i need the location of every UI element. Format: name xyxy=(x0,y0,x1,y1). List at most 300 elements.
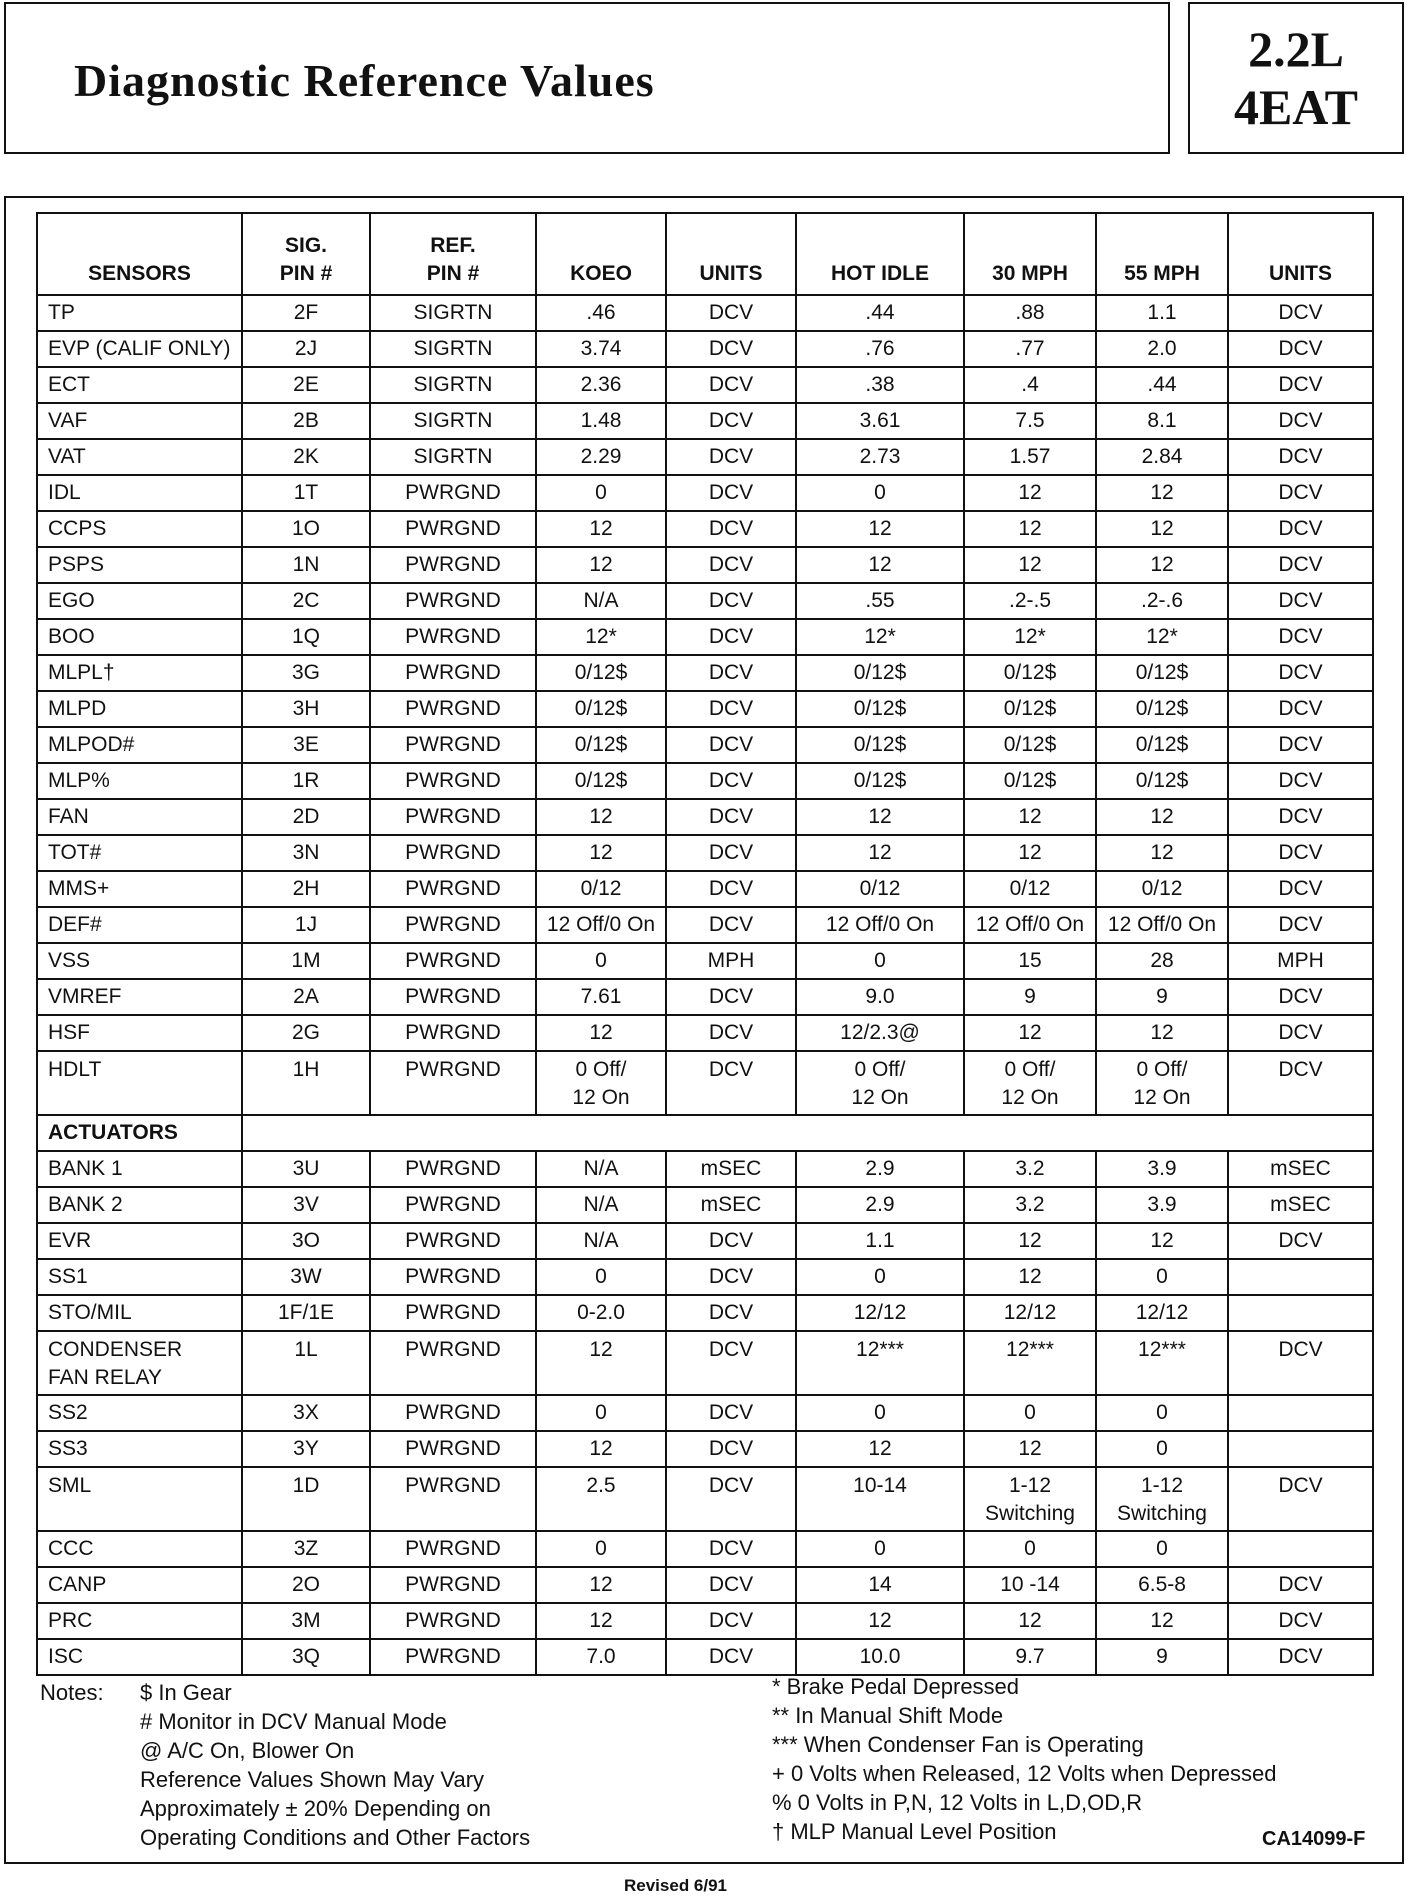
value-cell: 0/12 xyxy=(1096,871,1228,907)
value-cell: 12*** xyxy=(1096,1331,1228,1395)
value-cell: 1-12 Switching xyxy=(1096,1467,1228,1531)
value-cell: 0 xyxy=(796,1259,964,1295)
value-cell: 12 xyxy=(964,1431,1096,1467)
value-cell: 2K xyxy=(242,439,370,475)
value-cell: 2F xyxy=(242,295,370,331)
value-cell: 1R xyxy=(242,763,370,799)
value-cell: 9.0 xyxy=(796,979,964,1015)
sensor-row xyxy=(37,907,1373,943)
value-cell: DCV xyxy=(1228,1603,1373,1639)
value-cell: PWRGND xyxy=(370,979,536,1015)
component-name-cell: BANK 1 xyxy=(37,1151,242,1187)
value-cell: 12 xyxy=(1096,475,1228,511)
value-cell: 2A xyxy=(242,979,370,1015)
value-cell: 3V xyxy=(242,1187,370,1223)
value-cell: 0 xyxy=(796,1531,964,1567)
value-cell: PWRGND xyxy=(370,583,536,619)
value-cell: 1F/1E xyxy=(242,1295,370,1331)
sensor-row xyxy=(37,979,1373,1015)
value-cell: 12 xyxy=(536,511,666,547)
actuator-row xyxy=(37,1431,1373,1467)
component-name-cell: HDLT xyxy=(37,1051,242,1115)
value-cell: 3E xyxy=(242,727,370,763)
component-name-cell: VAT xyxy=(37,439,242,475)
value-cell: DCV xyxy=(1228,1331,1373,1395)
value-cell: SIGRTN xyxy=(370,439,536,475)
value-cell: 14 xyxy=(796,1567,964,1603)
value-cell: 0 xyxy=(796,475,964,511)
value-cell: 1N xyxy=(242,547,370,583)
component-name-cell: VMREF xyxy=(37,979,242,1015)
value-cell: MPH xyxy=(666,943,796,979)
value-cell: 12 xyxy=(1096,835,1228,871)
value-cell xyxy=(1228,1259,1373,1295)
value-cell: .77 xyxy=(964,331,1096,367)
value-cell: 0/12 xyxy=(536,871,666,907)
value-cell: 3X xyxy=(242,1395,370,1431)
value-cell: MPH xyxy=(1228,943,1373,979)
value-cell: DCV xyxy=(666,1567,796,1603)
value-cell: 0/12 xyxy=(796,871,964,907)
value-cell: 9 xyxy=(1096,979,1228,1015)
component-name-cell: DEF# xyxy=(37,907,242,943)
value-cell: DCV xyxy=(666,619,796,655)
value-cell: 3.9 xyxy=(1096,1151,1228,1187)
value-cell: 12 xyxy=(536,1015,666,1051)
value-cell: 0/12$ xyxy=(796,727,964,763)
value-cell: PWRGND xyxy=(370,1531,536,1567)
value-cell: 3.61 xyxy=(796,403,964,439)
value-cell: .2-.5 xyxy=(964,583,1096,619)
value-cell: SIGRTN xyxy=(370,331,536,367)
value-cell: PWRGND xyxy=(370,1467,536,1531)
value-cell: 0 xyxy=(536,1531,666,1567)
value-cell: .55 xyxy=(796,583,964,619)
value-cell: 2.9 xyxy=(796,1187,964,1223)
reference-table xyxy=(36,212,1374,1676)
value-cell: 0 xyxy=(1096,1431,1228,1467)
value-cell: 12 xyxy=(964,1223,1096,1259)
value-cell: 2J xyxy=(242,331,370,367)
value-cell: 0/12$ xyxy=(964,727,1096,763)
sensor-row xyxy=(37,1015,1373,1051)
value-cell: 0/12 xyxy=(964,871,1096,907)
value-cell: 2.29 xyxy=(536,439,666,475)
value-cell: DCV xyxy=(1228,295,1373,331)
value-cell: mSEC xyxy=(666,1187,796,1223)
value-cell: 12 xyxy=(964,1259,1096,1295)
component-name-cell: CCC xyxy=(37,1531,242,1567)
value-cell: DCV xyxy=(666,799,796,835)
notes-label: Notes: xyxy=(40,1680,104,1705)
component-name-cell: MLPOD# xyxy=(37,727,242,763)
value-cell: PWRGND xyxy=(370,799,536,835)
component-name-cell: SS2 xyxy=(37,1395,242,1431)
value-cell: 12 Off/0 On xyxy=(796,907,964,943)
value-cell: PWRGND xyxy=(370,619,536,655)
column-header: 30 MPH xyxy=(964,213,1096,295)
value-cell: DCV xyxy=(666,835,796,871)
value-cell: DCV xyxy=(666,1395,796,1431)
footnote-line: *** When Condenser Fan is Operating xyxy=(772,1732,1144,1757)
value-cell: 12*** xyxy=(796,1331,964,1395)
value-cell: 0/12$ xyxy=(796,655,964,691)
value-cell: 2.9 xyxy=(796,1151,964,1187)
value-cell: DCV xyxy=(666,475,796,511)
value-cell: 3.2 xyxy=(964,1187,1096,1223)
value-cell: 6.5-8 xyxy=(1096,1567,1228,1603)
column-header: 55 MPH xyxy=(1096,213,1228,295)
value-cell: 0 Off/ 12 On xyxy=(964,1051,1096,1115)
value-cell: DCV xyxy=(1228,1051,1373,1115)
value-cell: 12 xyxy=(964,547,1096,583)
value-cell: N/A xyxy=(536,1187,666,1223)
engine-displacement: 2.2L xyxy=(1248,21,1344,77)
value-cell: DCV xyxy=(666,727,796,763)
actuator-row xyxy=(37,1567,1373,1603)
value-cell: PWRGND xyxy=(370,1187,536,1223)
value-cell: 12 xyxy=(536,835,666,871)
value-cell: 3.74 xyxy=(536,331,666,367)
value-cell: 12 xyxy=(796,1431,964,1467)
sensor-row xyxy=(37,331,1373,367)
value-cell xyxy=(1228,1531,1373,1567)
value-cell: PWRGND xyxy=(370,871,536,907)
value-cell: 12 xyxy=(1096,1015,1228,1051)
value-cell: PWRGND xyxy=(370,1259,536,1295)
value-cell: 2H xyxy=(242,871,370,907)
value-cell: 3U xyxy=(242,1151,370,1187)
value-cell: 28 xyxy=(1096,943,1228,979)
value-cell: DCV xyxy=(666,511,796,547)
value-cell: DCV xyxy=(1228,475,1373,511)
value-cell: DCV xyxy=(666,655,796,691)
value-cell: 2.5 xyxy=(536,1467,666,1531)
value-cell: 3.2 xyxy=(964,1151,1096,1187)
value-cell: 10.0 xyxy=(796,1639,964,1675)
value-cell: PWRGND xyxy=(370,1295,536,1331)
value-cell: 0 xyxy=(536,1259,666,1295)
value-cell: 0/12$ xyxy=(1096,655,1228,691)
sensor-row xyxy=(37,655,1373,691)
component-name-cell: EVR xyxy=(37,1223,242,1259)
component-name-cell: ECT xyxy=(37,367,242,403)
value-cell: DCV xyxy=(666,1051,796,1115)
page-title: Diagnostic Reference Values xyxy=(74,55,655,106)
component-name-cell: FAN xyxy=(37,799,242,835)
value-cell: 0 Off/ 12 On xyxy=(536,1051,666,1115)
value-cell: 0/12$ xyxy=(964,691,1096,727)
value-cell: 1.1 xyxy=(796,1223,964,1259)
value-cell: 2.84 xyxy=(1096,439,1228,475)
value-cell: 0/12$ xyxy=(536,691,666,727)
value-cell: N/A xyxy=(536,583,666,619)
component-name-cell: VAF xyxy=(37,403,242,439)
value-cell: 9.7 xyxy=(964,1639,1096,1675)
value-cell: 12 xyxy=(536,1331,666,1395)
value-cell: 2E xyxy=(242,367,370,403)
value-cell: 0/12$ xyxy=(964,763,1096,799)
notes-right xyxy=(772,1672,1277,1846)
value-cell: 12/12 xyxy=(1096,1295,1228,1331)
value-cell: 1L xyxy=(242,1331,370,1395)
value-cell: PWRGND xyxy=(370,907,536,943)
value-cell: 0/12$ xyxy=(796,691,964,727)
sensor-row xyxy=(37,1051,1373,1115)
sensor-row xyxy=(37,943,1373,979)
value-cell: 12 xyxy=(796,511,964,547)
value-cell: DCV xyxy=(666,1015,796,1051)
value-cell: 1.57 xyxy=(964,439,1096,475)
value-cell xyxy=(1228,1395,1373,1431)
title-box xyxy=(4,2,1170,154)
value-cell: SIGRTN xyxy=(370,295,536,331)
value-cell: 9 xyxy=(1096,1639,1228,1675)
value-cell: 7.0 xyxy=(536,1639,666,1675)
value-cell: DCV xyxy=(666,1259,796,1295)
footnote-line: + 0 Volts when Released, 12 Volts when Depressed xyxy=(772,1761,1277,1786)
value-cell: mSEC xyxy=(666,1151,796,1187)
notes-left-lines xyxy=(140,1678,530,1852)
actuator-row xyxy=(37,1331,1373,1395)
value-cell: 7.5 xyxy=(964,403,1096,439)
footnote-line: ** In Manual Shift Mode xyxy=(772,1703,1004,1728)
value-cell: DCV xyxy=(666,1431,796,1467)
value-cell: 1-12 Switching xyxy=(964,1467,1096,1531)
value-cell: PWRGND xyxy=(370,727,536,763)
component-name-cell: EVP (CALIF ONLY) xyxy=(37,331,242,367)
value-cell: 1M xyxy=(242,943,370,979)
value-cell: 12 xyxy=(964,1603,1096,1639)
column-header: UNITS xyxy=(666,213,796,295)
value-cell: PWRGND xyxy=(370,1395,536,1431)
note-line: Approximately ± 20% Depending on xyxy=(140,1796,491,1821)
notes-left xyxy=(40,1678,530,1852)
value-cell: 2D xyxy=(242,799,370,835)
value-cell: DCV xyxy=(1228,547,1373,583)
sensor-row xyxy=(37,475,1373,511)
actuators-section-label: ACTUATORS xyxy=(37,1115,242,1151)
value-cell: PWRGND xyxy=(370,1639,536,1675)
value-cell: DCV xyxy=(1228,835,1373,871)
column-header: HOT IDLE xyxy=(796,213,964,295)
value-cell: 0-2.0 xyxy=(536,1295,666,1331)
column-header: KOEO xyxy=(536,213,666,295)
value-cell: 1D xyxy=(242,1467,370,1531)
value-cell: DCV xyxy=(666,979,796,1015)
value-cell: 12/12 xyxy=(796,1295,964,1331)
sensor-row xyxy=(37,871,1373,907)
transmission-type: 4EAT xyxy=(1233,79,1359,135)
value-cell: SIGRTN xyxy=(370,367,536,403)
value-cell: 3N xyxy=(242,835,370,871)
value-cell: .44 xyxy=(796,295,964,331)
actuator-row xyxy=(37,1259,1373,1295)
component-name-cell: CONDENSER FAN RELAY xyxy=(37,1331,242,1395)
sensor-row xyxy=(37,511,1373,547)
value-cell: 15 xyxy=(964,943,1096,979)
value-cell: DCV xyxy=(1228,907,1373,943)
sensor-row xyxy=(37,439,1373,475)
value-cell: DCV xyxy=(666,1603,796,1639)
value-cell: DCV xyxy=(666,691,796,727)
value-cell: .4 xyxy=(964,367,1096,403)
value-cell: PWRGND xyxy=(370,943,536,979)
component-name-cell: EGO xyxy=(37,583,242,619)
value-cell: DCV xyxy=(666,1531,796,1567)
component-name-cell: STO/MIL xyxy=(37,1295,242,1331)
value-cell: 9 xyxy=(964,979,1096,1015)
value-cell: 0 xyxy=(796,943,964,979)
component-name-cell: PRC xyxy=(37,1603,242,1639)
sensor-row xyxy=(37,691,1373,727)
value-cell: 1H xyxy=(242,1051,370,1115)
note-line: $ In Gear xyxy=(140,1680,232,1705)
value-cell: 2.0 xyxy=(1096,331,1228,367)
value-cell: 12 Off/0 On xyxy=(1096,907,1228,943)
actuator-row xyxy=(37,1639,1373,1675)
value-cell: 3O xyxy=(242,1223,370,1259)
actuator-row xyxy=(37,1151,1373,1187)
component-name-cell: SS3 xyxy=(37,1431,242,1467)
value-cell: 3G xyxy=(242,655,370,691)
value-cell: DCV xyxy=(1228,799,1373,835)
value-cell: DCV xyxy=(1228,763,1373,799)
value-cell: 12 xyxy=(1096,547,1228,583)
value-cell: 0/12$ xyxy=(536,763,666,799)
value-cell xyxy=(1228,1295,1373,1331)
value-cell: PWRGND xyxy=(370,655,536,691)
note-line: # Monitor in DCV Manual Mode xyxy=(140,1709,447,1734)
column-header: SENSORS xyxy=(37,213,242,295)
value-cell: 12 xyxy=(536,1431,666,1467)
value-cell: .88 xyxy=(964,295,1096,331)
value-cell: DCV xyxy=(666,331,796,367)
value-cell: DCV xyxy=(1228,1467,1373,1531)
value-cell: 12 Off/0 On xyxy=(536,907,666,943)
value-cell: 0 xyxy=(1096,1259,1228,1295)
value-cell: 0 xyxy=(536,475,666,511)
value-cell: 0/12$ xyxy=(1096,691,1228,727)
value-cell: 1O xyxy=(242,511,370,547)
value-cell: 12* xyxy=(964,619,1096,655)
actuator-row xyxy=(37,1603,1373,1639)
value-cell: 12* xyxy=(1096,619,1228,655)
value-cell: PWRGND xyxy=(370,1331,536,1395)
footnote-line: † MLP Manual Level Position xyxy=(772,1819,1057,1844)
value-cell: DCV xyxy=(1228,691,1373,727)
component-name-cell: ISC xyxy=(37,1639,242,1675)
value-cell: PWRGND xyxy=(370,1431,536,1467)
value-cell: 2B xyxy=(242,403,370,439)
value-cell: DCV xyxy=(1228,655,1373,691)
value-cell: 2.36 xyxy=(536,367,666,403)
value-cell: 12 xyxy=(964,835,1096,871)
value-cell: 12 xyxy=(964,799,1096,835)
value-cell: 2G xyxy=(242,1015,370,1051)
value-cell: 0 xyxy=(536,1395,666,1431)
value-cell: PWRGND xyxy=(370,763,536,799)
value-cell: DCV xyxy=(1228,871,1373,907)
value-cell: 0/12$ xyxy=(1096,727,1228,763)
value-cell: 0/12$ xyxy=(1096,763,1228,799)
table-body xyxy=(37,295,1373,1675)
value-cell: 0/12$ xyxy=(536,727,666,763)
value-cell: 3M xyxy=(242,1603,370,1639)
sensor-row xyxy=(37,547,1373,583)
value-cell: DCV xyxy=(666,1467,796,1531)
value-cell: 12 xyxy=(536,799,666,835)
component-name-cell: MLPD xyxy=(37,691,242,727)
value-cell: 12 xyxy=(796,799,964,835)
value-cell: 0 xyxy=(964,1395,1096,1431)
value-cell: 10 -14 xyxy=(964,1567,1096,1603)
value-cell: 12 xyxy=(964,475,1096,511)
value-cell: 12*** xyxy=(964,1331,1096,1395)
value-cell: DCV xyxy=(1228,1223,1373,1259)
component-name-cell: TOT# xyxy=(37,835,242,871)
value-cell: .44 xyxy=(1096,367,1228,403)
value-cell: DCV xyxy=(1228,439,1373,475)
component-name-cell: CCPS xyxy=(37,511,242,547)
value-cell: DCV xyxy=(666,439,796,475)
header-row xyxy=(37,213,1373,295)
value-cell: 1.1 xyxy=(1096,295,1228,331)
value-cell: .76 xyxy=(796,331,964,367)
component-name-cell: CANP xyxy=(37,1567,242,1603)
value-cell: DCV xyxy=(666,295,796,331)
value-cell: PWRGND xyxy=(370,1603,536,1639)
value-cell: 12 xyxy=(1096,1223,1228,1259)
value-cell: 0 xyxy=(796,1395,964,1431)
actuator-row xyxy=(37,1531,1373,1567)
footnote-line: % 0 Volts in P,N, 12 Volts in L,D,OD,R xyxy=(772,1790,1143,1815)
actuator-row xyxy=(37,1187,1373,1223)
note-line: Operating Conditions and Other Factors xyxy=(140,1825,531,1850)
value-cell: PWRGND xyxy=(370,475,536,511)
value-cell: 12 xyxy=(796,835,964,871)
value-cell: 12 xyxy=(964,1015,1096,1051)
value-cell: 0 xyxy=(964,1531,1096,1567)
value-cell: DCV xyxy=(666,583,796,619)
value-cell: 12 xyxy=(1096,511,1228,547)
component-name-cell: MMS+ xyxy=(37,871,242,907)
value-cell: DCV xyxy=(1228,1639,1373,1675)
component-name-cell: TP xyxy=(37,295,242,331)
value-cell: 7.61 xyxy=(536,979,666,1015)
sensor-row xyxy=(37,619,1373,655)
sensor-row xyxy=(37,799,1373,835)
value-cell: .46 xyxy=(536,295,666,331)
value-cell: DCV xyxy=(666,871,796,907)
value-cell: 12 Off/0 On xyxy=(964,907,1096,943)
value-cell: .38 xyxy=(796,367,964,403)
component-name-cell: SS1 xyxy=(37,1259,242,1295)
value-cell: 2C xyxy=(242,583,370,619)
value-cell: 0 xyxy=(536,943,666,979)
actuator-row xyxy=(37,1467,1373,1531)
value-cell: 12 xyxy=(536,547,666,583)
value-cell: 0 xyxy=(1096,1531,1228,1567)
value-cell: 3Q xyxy=(242,1639,370,1675)
sensor-row xyxy=(37,763,1373,799)
actuator-row xyxy=(37,1395,1373,1431)
note-line: @ A/C On, Blower On xyxy=(140,1738,355,1763)
value-cell: PWRGND xyxy=(370,1051,536,1115)
value-cell: DCV xyxy=(1228,403,1373,439)
value-cell: DCV xyxy=(1228,1567,1373,1603)
component-name-cell: SML xyxy=(37,1467,242,1531)
